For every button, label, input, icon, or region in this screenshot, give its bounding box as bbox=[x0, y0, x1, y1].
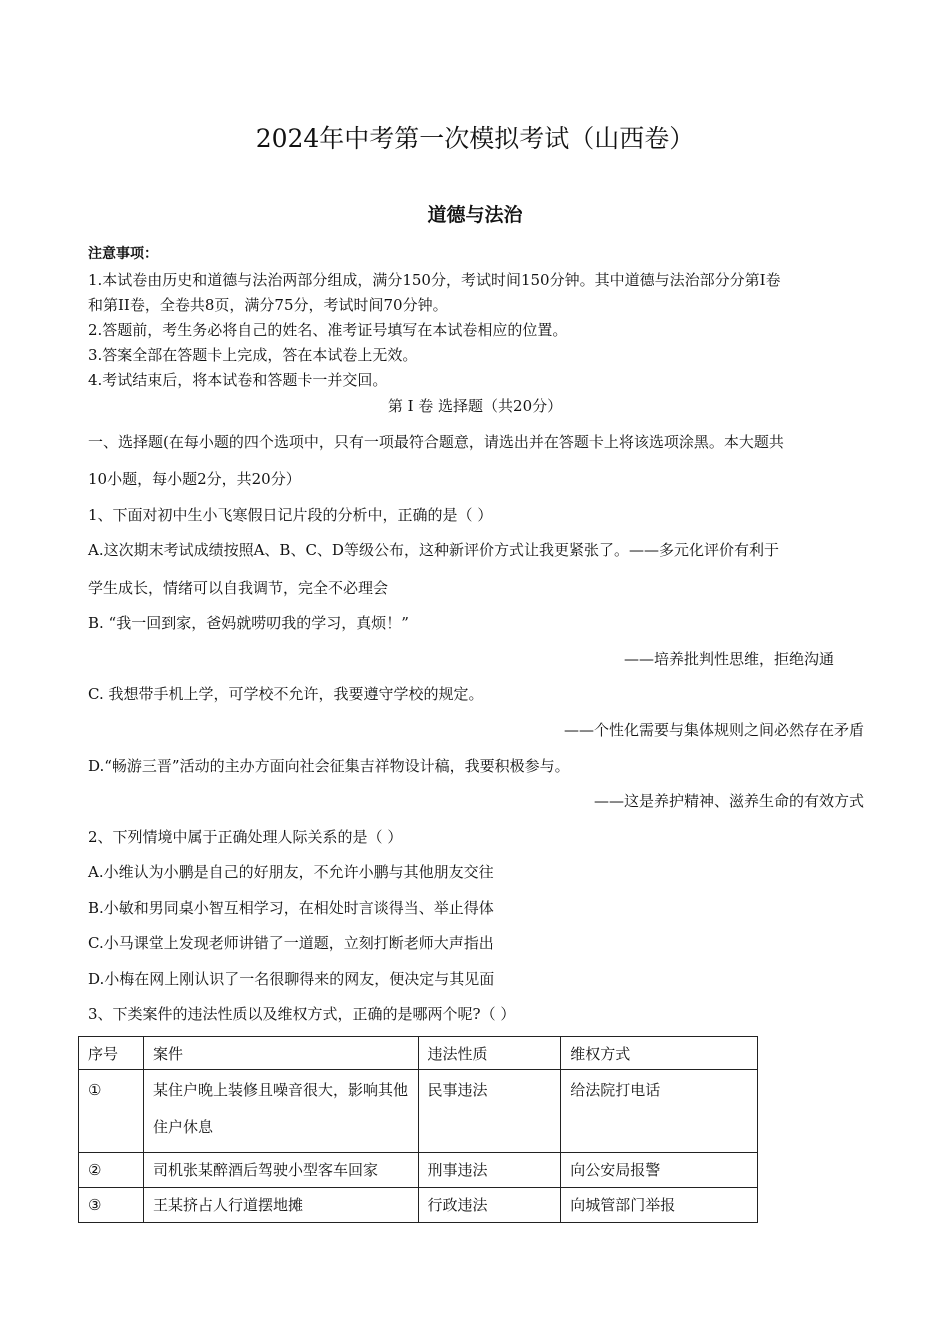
notes-heading: 注意事项： bbox=[88, 246, 158, 262]
table-row bbox=[79, 1070, 758, 1153]
table-header-row bbox=[79, 1037, 758, 1070]
table-cell: 民事违法 bbox=[418, 1070, 561, 1153]
question-1-option-c: C. 我想带手机上学，可学校不允许，我要遵守学校的规定。 bbox=[88, 685, 484, 703]
table-header-cell: 案件 bbox=[143, 1037, 418, 1070]
question-2-option-b: B.小敏和男同桌小智互相学习，在相处时言谈得当、举止得体 bbox=[88, 899, 494, 917]
table-row bbox=[79, 1188, 758, 1223]
table-cell: 刑事违法 bbox=[418, 1153, 561, 1188]
section-instructions: 一、选择题(在每小题的四个选项中，只有一项最符合题意，请选出并在答题卡上将该选项涂黑。本大题共 bbox=[88, 433, 784, 451]
table-header-cell: 维权方式 bbox=[561, 1037, 758, 1070]
table-cell: ② bbox=[79, 1153, 144, 1188]
table-cell: ① bbox=[79, 1070, 144, 1153]
note-line: 4.考试结束后，将本试卷和答题卡一并交回。 bbox=[88, 371, 388, 389]
question-1-option-d-analysis: ——这是养护精神、滋养生命的有效方式 bbox=[593, 792, 864, 810]
question-3-stem: 3、下类案件的违法性质以及维权方式，正确的是哪两个呢?（ ） bbox=[88, 1005, 516, 1023]
table-cell: 向城管部门举报 bbox=[561, 1188, 758, 1223]
question-2-option-a: A.小维认为小鹏是自己的好朋友，不允许小鹏与其他朋友交往 bbox=[88, 863, 494, 881]
table-cell: 向公安局报警 bbox=[561, 1153, 758, 1188]
table-cell: 王某挤占人行道摆地摊 bbox=[143, 1188, 418, 1223]
table-cell: 司机张某醉酒后驾驶小型客车回家 bbox=[143, 1153, 418, 1188]
question-2-option-c: C.小马课堂上发现老师讲错了一道题，立刻打断老师大声指出 bbox=[88, 934, 494, 952]
question-2-stem: 2、下列情境中属于正确处理人际关系的是（ ） bbox=[88, 828, 403, 846]
exam-title: 2024年中考第一次模拟考试（山西卷） bbox=[255, 124, 695, 153]
table-cell: 某住户晚上装修且噪音很大，影响其他住户休息 bbox=[143, 1070, 418, 1153]
question-1-option-a-cont: 学生成长，情绪可以自我调节，完全不必理会 bbox=[88, 579, 389, 597]
volume-title: 第 I 卷 选择题（共20分） bbox=[387, 397, 563, 415]
note-line: 3.答案全部在答题卡上完成，答在本试卷上无效。 bbox=[88, 346, 418, 364]
question-1-option-d: D.“畅游三晋”活动的主办方面向社会征集吉祥物设计稿，我要积极参与。 bbox=[88, 757, 570, 775]
question-2-option-d: D.小梅在网上刚认识了一名很聊得来的网友，便决定与其见面 bbox=[88, 970, 495, 988]
table-header-cell: 违法性质 bbox=[418, 1037, 561, 1070]
note-line: 1.本试卷由历史和道德与法治两部分组成，满分150分，考试时间150分钟。其中道德与法治部分分第I卷 bbox=[88, 271, 781, 289]
table-header-cell: 序号 bbox=[79, 1037, 144, 1070]
section-instructions-cont: 10小题，每小题2分，共20分） bbox=[88, 470, 301, 488]
table-cell: 给法院打电话 bbox=[561, 1070, 758, 1153]
question-1-option-b-analysis: ——培养批判性思维，拒绝沟通 bbox=[623, 650, 834, 668]
table-cell: 行政违法 bbox=[418, 1188, 561, 1223]
note-line: 和第II卷，全卷共8页，满分75分，考试时间70分钟。 bbox=[88, 296, 448, 314]
cases-table bbox=[78, 1036, 758, 1223]
question-1-stem: 1、下面对初中生小飞寒假日记片段的分析中，正确的是（ ） bbox=[88, 506, 493, 524]
table-row bbox=[79, 1153, 758, 1188]
question-1-option-a: A.这次期末考试成绩按照A、B、C、D等级公布，这种新评价方式让我更紧张了。——多元化评价有利于 bbox=[88, 541, 779, 559]
question-1-option-c-analysis: ——个性化需要与集体规则之间必然存在矛盾 bbox=[563, 721, 864, 739]
question-1-option-b: B. “我一回到家，爸妈就唠叨我的学习，真烦！” bbox=[88, 614, 409, 632]
table-cell: ③ bbox=[79, 1188, 144, 1223]
note-line: 2.答题前，考生务必将自己的姓名、准考证号填写在本试卷相应的位置。 bbox=[88, 321, 568, 339]
subject-title: 道德与法治 bbox=[427, 204, 523, 226]
